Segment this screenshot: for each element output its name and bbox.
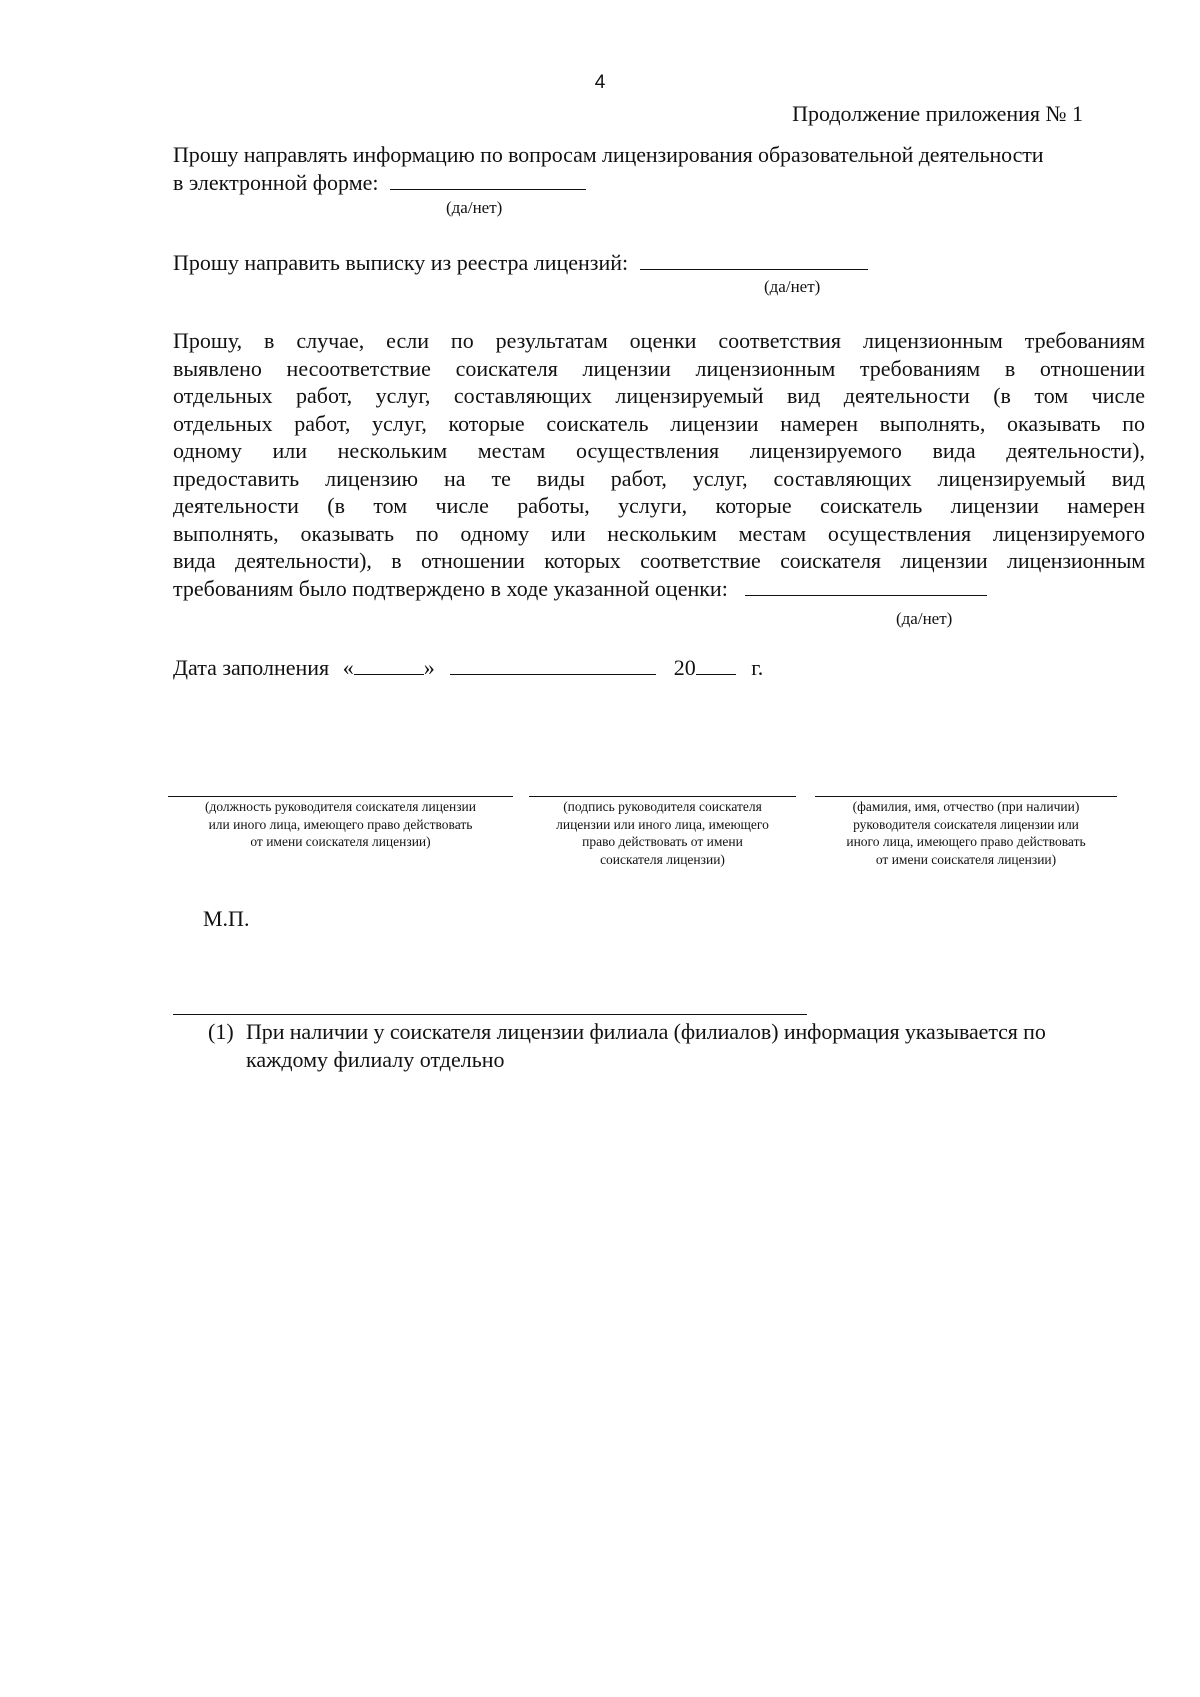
paragraph-text: Прошу направить выписку из реестра лицензий: bbox=[173, 250, 629, 275]
caption-line: (должность руководителя соискателя лицензии bbox=[205, 799, 476, 814]
caption-line: соискателя лицензии) bbox=[600, 851, 725, 867]
fill-date-label: Дата заполнения bbox=[173, 655, 330, 680]
paragraph-line: отдельных работ, услуг, которые соискатель лицензии намерен выполнять, оказывать по bbox=[173, 410, 1145, 436]
caption-line: от имени соискателя лицензии) bbox=[250, 834, 431, 849]
caption-line: (подпись руководителя соискателя bbox=[563, 799, 762, 814]
footnote-text bbox=[246, 1018, 1148, 1074]
signature-position-field[interactable] bbox=[168, 796, 513, 851]
paragraph-line bbox=[173, 575, 1145, 603]
page-number: 4 bbox=[594, 72, 606, 93]
paragraph-electronic-info bbox=[173, 141, 1145, 196]
paragraph-line bbox=[173, 169, 1145, 197]
hint-yes-no: (да/нет) bbox=[446, 198, 503, 217]
stamp-place-label: М.П. bbox=[203, 906, 250, 931]
footnote bbox=[208, 1018, 1148, 1074]
signature-fullname-field[interactable] bbox=[815, 796, 1117, 868]
paragraph-text: требованиям было подтверждено в ходе указанной оценки: bbox=[173, 575, 728, 601]
month-field[interactable] bbox=[450, 654, 656, 675]
paragraph-line: выявлено несоответствие соискателя лицензии лицензионным требованиям в отношении bbox=[173, 355, 1145, 381]
paragraph-line: деятельности (в том числе работы, услуги, которые соискатель лицензии намерен bbox=[173, 493, 1145, 518]
paragraph-partial-license-request bbox=[173, 327, 1145, 602]
caption-line: иного лица, имеющего право действовать bbox=[846, 834, 1086, 849]
close-quote: » bbox=[423, 655, 435, 680]
hint-yes-no: (да/нет) bbox=[764, 277, 821, 296]
paragraph-line: предоставить лицензию на те виды работ, услуг, составляющих лицензируемый вид bbox=[173, 465, 1145, 491]
answer-field-registry-extract[interactable] bbox=[640, 249, 868, 270]
answer-field-partial-license[interactable] bbox=[745, 575, 987, 596]
paragraph-line: Прошу, в случае, если по результатам оценки соответствия лицензионным требованиям bbox=[173, 328, 1145, 353]
day-field[interactable] bbox=[354, 654, 424, 675]
paragraph-line bbox=[173, 249, 1145, 277]
paragraph-line: одному или нескольким местам осуществления лицензируемого вида деятельности), bbox=[173, 438, 1145, 463]
year-prefix: 20 bbox=[673, 655, 696, 680]
year-field[interactable] bbox=[696, 654, 736, 675]
caption-line: право действовать от имени bbox=[582, 834, 743, 849]
paragraph-text: в электронной форме: bbox=[173, 169, 379, 195]
caption-line: руководителя соискателя лицензии или bbox=[853, 816, 1079, 832]
paragraph-line: выполнять, оказывать по одному или нескольким местам осуществления лицензируемого bbox=[173, 520, 1145, 546]
answer-field-electronic-info[interactable] bbox=[390, 169, 586, 190]
fill-date-row bbox=[173, 654, 763, 681]
footnote-separator bbox=[173, 1014, 807, 1015]
open-quote: « bbox=[342, 655, 354, 680]
signature-sign-field[interactable] bbox=[529, 796, 796, 868]
footnote-line: каждому филиалу отдельно bbox=[246, 1047, 505, 1072]
paragraph-line: вида деятельности), в отношении которых соответствие соискателя лицензии лицензионным bbox=[173, 548, 1145, 573]
caption-line: от имени соискателя лицензии) bbox=[875, 851, 1057, 867]
hint-yes-no: (да/нет) bbox=[896, 609, 953, 628]
paragraph-line: Прошу направлять информацию по вопросам лицензирования образовательной деятельности bbox=[173, 142, 1044, 167]
footnote-line: При наличии у соискателя лицензии филиала (филиалов) информация указывается по bbox=[246, 1019, 1046, 1044]
caption-line: или иного лица, имеющего право действовать bbox=[208, 816, 473, 832]
appendix-continuation-title: Продолжение приложения № 1 bbox=[792, 101, 1083, 126]
year-suffix: г. bbox=[751, 655, 764, 680]
caption-line: лицензии или иного лица, имеющего bbox=[556, 816, 769, 832]
caption-line: (фамилия, имя, отчество (при наличии) bbox=[852, 799, 1080, 814]
paragraph-line: отдельных работ, услуг, составляющих лицензируемый вид деятельности (в том числе bbox=[173, 383, 1145, 408]
paragraph-registry-extract bbox=[173, 249, 1145, 277]
footnote-mark: (1) bbox=[208, 1019, 234, 1044]
